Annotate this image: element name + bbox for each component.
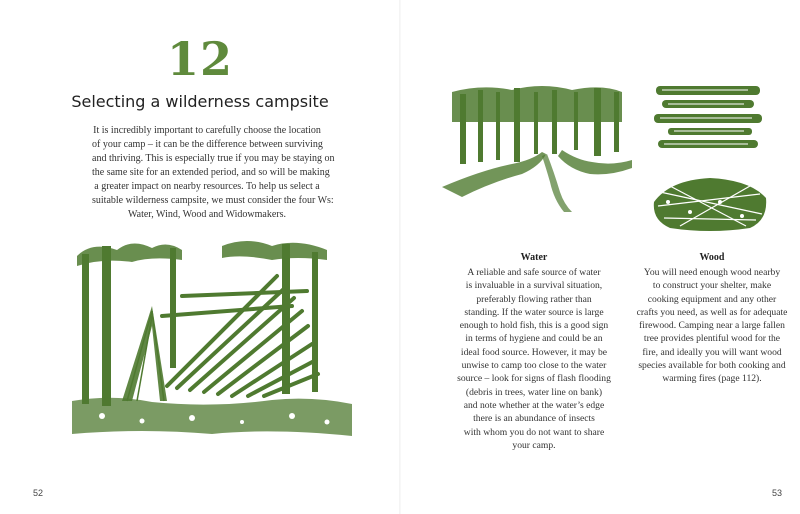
water-line: A reliable and safe source of water bbox=[467, 267, 601, 278]
intro-line: of your camp – it can be the difference between surviving bbox=[92, 139, 323, 150]
wood-line: species available for both cooking and bbox=[638, 360, 786, 372]
wood-line: crafts you need, as well as for adequate bbox=[636, 306, 788, 318]
water-line: in terms of hygiene and could be an bbox=[465, 333, 603, 345]
water-heading: Water bbox=[520, 252, 548, 263]
intro-line: Water, Wind, Wood and Widowmakers. bbox=[128, 209, 286, 220]
water-line: source – look for signs of flash flooding bbox=[457, 373, 611, 385]
water-line: enough to hold fish, this is a good sign bbox=[459, 320, 609, 332]
water-line: standing. If the water source is large bbox=[464, 306, 604, 318]
forest-stream-illustration bbox=[442, 82, 632, 212]
water-line: there is an abundance of insects bbox=[473, 413, 595, 425]
intro-paragraph bbox=[92, 124, 335, 222]
chapter-number: 12 bbox=[166, 32, 233, 86]
wood-line: fire, and ideally you will want wood bbox=[642, 346, 782, 358]
lean-to-shelter-illustration bbox=[72, 236, 352, 436]
intro-line: a greater impact on nearby resources. To help us select a bbox=[94, 181, 320, 192]
page-number-left: 52 bbox=[33, 488, 44, 498]
firewood-bundle-illustration bbox=[650, 172, 770, 234]
wood-heading: Wood bbox=[699, 252, 725, 263]
wood-body bbox=[628, 266, 796, 386]
wood-line: to construct your shelter, make bbox=[652, 280, 772, 292]
split-logs-illustration bbox=[648, 80, 768, 160]
intro-line: and thriving. This is especially true if you may be staying on bbox=[92, 153, 335, 164]
water-line: unwise to camp too close to the water bbox=[461, 360, 607, 372]
intro-line: It is incredibly important to carefully choose the location bbox=[93, 125, 321, 136]
water-line: preferably flowing rather than bbox=[476, 293, 592, 305]
page-number-right: 53 bbox=[772, 488, 783, 498]
water-line: (debris in trees, water line on bank) bbox=[465, 386, 603, 398]
water-line: and note whether at the water’s edge bbox=[463, 399, 605, 411]
chapter-title: Selecting a wilderness campsite bbox=[71, 92, 329, 111]
wood-line: tree provides plentiful wood for the bbox=[643, 333, 781, 345]
intro-line: the same site for an extended period, and so will be making bbox=[92, 167, 330, 178]
wood-line: cooking equipment and any other bbox=[647, 293, 777, 305]
wood-line: warming fires (page 112). bbox=[662, 373, 762, 385]
water-line: is invaluable in a survival situation, bbox=[465, 280, 603, 292]
wood-line: firewood. Camping near a large fallen bbox=[639, 320, 785, 332]
water-body bbox=[444, 266, 624, 452]
intro-line: suitable wilderness campsite, we must consider the four Ws: bbox=[92, 195, 334, 206]
wood-line: You will need enough wood nearby bbox=[643, 267, 781, 278]
water-line: ideal food source. However, it may be bbox=[460, 346, 608, 358]
water-line: your camp. bbox=[512, 439, 556, 451]
water-line: with whom you do not want to share bbox=[463, 426, 605, 438]
right-page bbox=[400, 0, 800, 514]
